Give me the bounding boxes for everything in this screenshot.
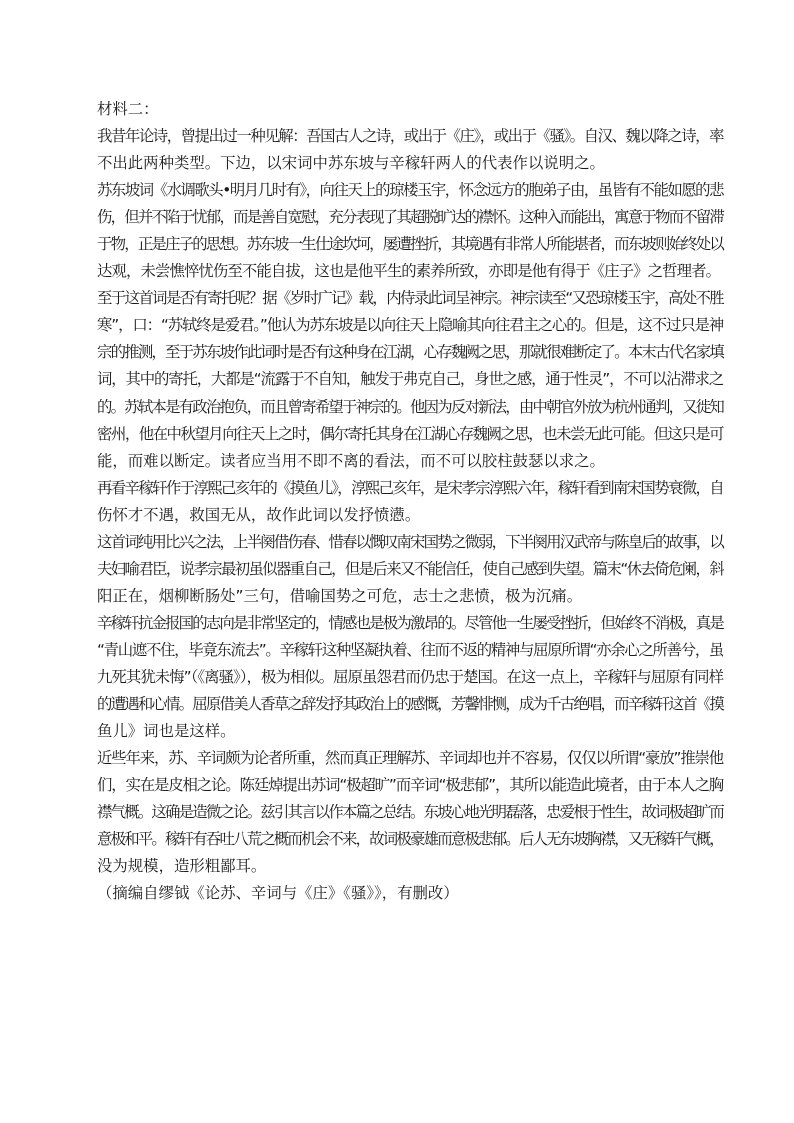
document-page <box>97 96 723 907</box>
text-line: 鱼儿》词也是这样。 <box>97 722 236 741</box>
text-line: 的。苏轼本是有政治抱负，而且曾寄希望于神宗的。他因为反对新法，由中朝官外放为杭州通判，又徙知 <box>97 397 723 416</box>
text-line: 们，实在是皮相之论。陈廷焯提出苏词“极超旷”而辛词“极悲郁”，其所以能造此境者，由于本人之胸 <box>97 776 723 795</box>
text-line: 词，其中的寄托，大都是“流露于不自知，触发于弗克自己，身世之感，通于性灵”，不可以沾滞求之 <box>97 370 723 389</box>
text-line: 苏东坡词《水调歌头•明月几时有》，向往天上的琼楼玉宇，怀念远方的胞弟子由，虽皆有不能如愿的悲 <box>97 181 723 200</box>
text-line: 我昔年论诗，曾提出过一种见解：吾国古人之诗，或出于《庄》，或出于《骚》。自汉、魏以降之诗，率 <box>97 127 723 146</box>
text-line: 达观，未尝憔悴忧伤至不能自拔，这也是他平生的素养所致，亦即是他有得于《庄子》之哲理者。 <box>97 262 721 281</box>
text-line: “青山遮不住，毕竟东流去”。辛稼轩这种坚凝执着、往而不返的精神与屈原所谓“亦余心之所善兮，虽 <box>97 640 723 659</box>
text-line: 这首词纯用比兴之法，上半阕借伤春、惜春以慨叹南宋国势之微弱，下半阕用汉武帝与陈皇后的故事，以 <box>97 532 723 551</box>
text-line: 辛稼轩抗金报国的志向是非常坚定的，情感也是极为激昂的。尽管他一生屡受挫折，但始终不消极，真是 <box>97 613 723 632</box>
text-line: 夫妇喻君臣，说孝宗最初虽似器重自己，但是后来又不能信任，使自己感到失望。篇末“休去倚危阑，斜 <box>97 559 723 578</box>
text-line: 襟气概。这确是造微之论。兹引其言以作本篇之总结。东坡心地光明磊落，忠爱根于性生，故词极超旷而 <box>97 803 723 822</box>
text-line: 寒”，口：“苏轼终是爱君。”他认为苏东坡是以向往天上隐喻其向往君主之心的。但是，这不过只是神 <box>97 316 723 335</box>
text-line: 意极和平。稼轩有吞吐八荒之概而机会不来，故词极豪雄而意极悲郁。后人无东坡胸襟，又无稼轩气概， <box>97 830 723 849</box>
text-line: 近些年来，苏、辛词颇为论者所重，然而真正理解苏、辛词却也并不容易，仅仅以所谓“豪放”推崇他 <box>97 749 723 768</box>
text-line: 的遭遇和心情。屈原借美人香草之辞发抒其政治上的感慨，芳馨悱恻，成为千古绝唱，而辛稼轩这首《摸 <box>97 695 723 714</box>
text-line: 九死其犹未悔”（《离骚》），极为相似。屈原虽怨君而仍忠于楚国。在这一点上，辛稼轩与屈原有同样 <box>97 667 723 686</box>
text-line: 密州，他在中秋望月向往天上之时，偶尔寄托其身在江湖心存魏阙之思，也未尝无此可能。但这只是可 <box>97 424 723 443</box>
text-line: 不出此两种类型。下边，以宋词中苏东坡与辛稼轩两人的代表作以说明之。 <box>97 154 605 173</box>
text-line: 阳正在，烟柳断肠处”三句，借喻国势之可危，志士之悲愤，极为沉痛。 <box>97 586 583 605</box>
source-citation: （摘编自缪钺《论苏、辛词与《庄》《骚》》，有删改） <box>97 884 459 903</box>
material-heading: 材料二： <box>97 100 159 118</box>
text-line: 于物，正是庄子的思想。苏东坡一生仕途坎坷，屡遭挫折，其境遇有非常人所能堪者，而东坡则始终处以 <box>97 235 723 254</box>
text-line: 伤，但并不陷于忧郁，而是善自宽慰，充分表现了其超脱旷达的襟怀。这种入而能出，寓意于物而不留滞 <box>97 208 723 227</box>
text-line: 宗的推测，至于苏东坡作此词时是否有这种身在江湖，心存魏阙之思，那就很难断定了。本末古代名家填 <box>97 343 723 362</box>
text-line: 能，而难以断定。读者应当用不即不离的看法，而不可以胶柱鼓瑟以求之。 <box>97 451 605 470</box>
text-line: 伤怀才不遇，救国无从，故作此词以发抒愤懑。 <box>97 505 421 524</box>
text-line: 再看辛稼轩作于淳熙己亥年的《摸鱼儿》，淳熙己亥年，是宋孝宗淳熙六年，稼轩看到南宋国势衰微，自 <box>97 478 723 497</box>
text-line: 至于这首词是否有寄托呢？据《岁时广记》载，内侍录此词呈神宗。神宗读至“又恐琼楼玉宇，高处不胜 <box>97 289 723 308</box>
text-line: 没为规模，造形粗鄙耳。 <box>97 857 267 876</box>
